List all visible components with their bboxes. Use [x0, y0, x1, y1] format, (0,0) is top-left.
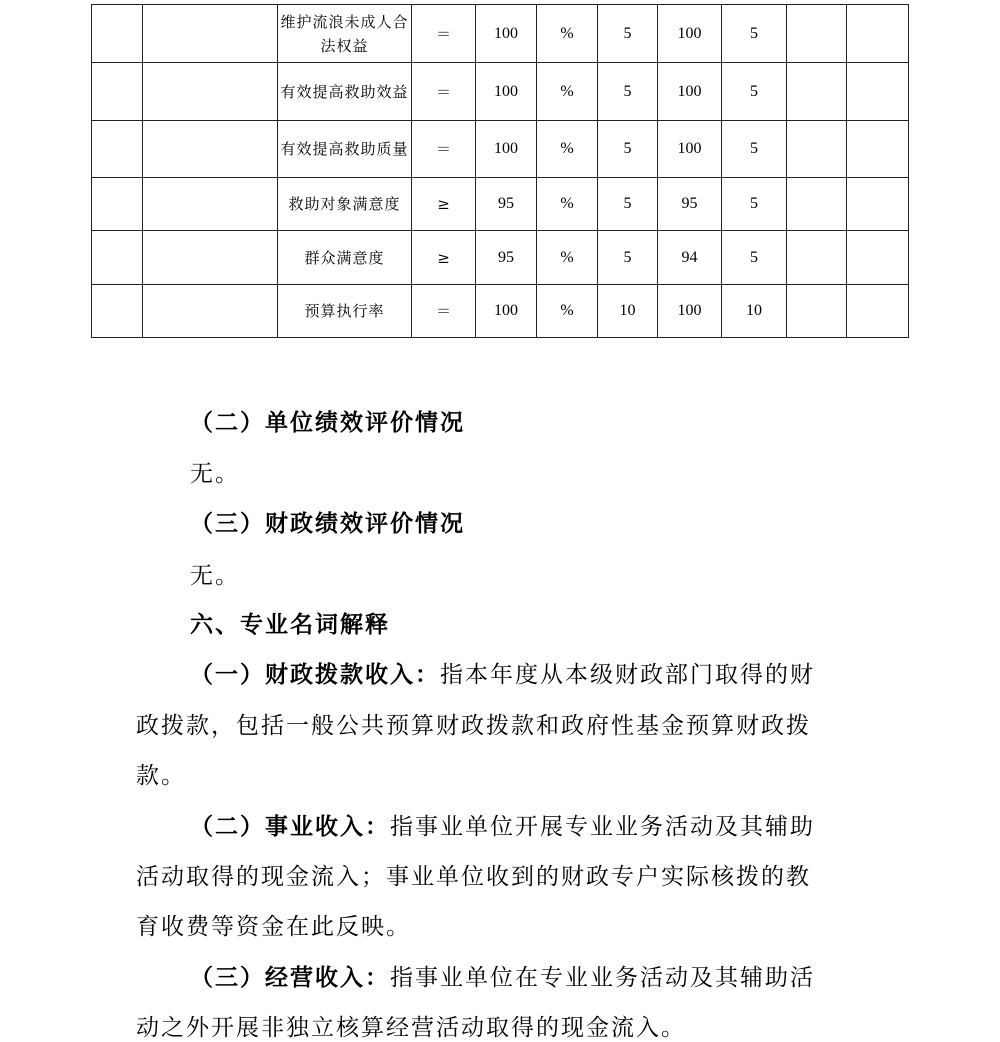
- table-row: [92, 178, 909, 231]
- weight: 5: [598, 121, 658, 178]
- col-remark: [847, 285, 909, 338]
- col-level2: [143, 63, 278, 121]
- indicator-name: 救助对象满意度: [278, 178, 412, 231]
- table-row: [92, 285, 909, 338]
- term-1-text-1: 指本年度从本级财政部门取得的财: [440, 662, 815, 688]
- term-1-title: （一）财政拨款收入：: [190, 661, 440, 688]
- weight: 5: [598, 5, 658, 63]
- actual-value: 100: [658, 63, 722, 121]
- score: 5: [722, 63, 787, 121]
- table-row: [92, 231, 909, 285]
- score: 5: [722, 231, 787, 285]
- actual-value: 94: [658, 231, 722, 285]
- actual-value: 100: [658, 121, 722, 178]
- term-3-line-1: [190, 959, 815, 992]
- term-2-line-2: 活动取得的现金流入；事业单位收到的财政专户实际核拨的教: [136, 864, 811, 890]
- operator: ≥: [412, 231, 476, 285]
- unit: %: [537, 121, 598, 178]
- term-2-line-1: [190, 808, 815, 841]
- actual-value: 100: [658, 285, 722, 338]
- operator: ＝: [412, 285, 476, 338]
- target-value: 100: [476, 285, 537, 338]
- target-value: 100: [476, 63, 537, 121]
- indicator-name: 群众满意度: [278, 231, 412, 285]
- weight: 10: [598, 285, 658, 338]
- col-reason: [787, 231, 847, 285]
- col-level2: [143, 121, 278, 178]
- unit: %: [537, 63, 598, 121]
- section-3-heading: （三）财政绩效评价情况: [190, 510, 465, 537]
- term-3-text-1: 指事业单位在专业业务活动及其辅助活: [390, 965, 815, 991]
- operator: ＝: [412, 5, 476, 63]
- term-1-line-3: 款。: [136, 763, 186, 789]
- score: 10: [722, 285, 787, 338]
- col-remark: [847, 5, 909, 63]
- indicator-name: 维护流浪未成人合法权益: [278, 5, 412, 63]
- indicator-name: 有效提高救助效益: [278, 63, 412, 121]
- table-row: [92, 121, 909, 178]
- term-3-line-2: 动之外开展非独立核算经营活动取得的现金流入。: [136, 1015, 686, 1041]
- col-level1: [92, 5, 143, 63]
- term-2-text-1: 指事业单位开展专业业务活动及其辅助: [390, 814, 815, 840]
- performance-table: [91, 4, 909, 338]
- indicator-name: 有效提高救助质量: [278, 121, 412, 178]
- col-remark: [847, 178, 909, 231]
- col-level1: [92, 231, 143, 285]
- table-row: [92, 63, 909, 121]
- col-level2: [143, 5, 278, 63]
- col-remark: [847, 121, 909, 178]
- target-value: 100: [476, 5, 537, 63]
- section-6-heading: 六、专业名词解释: [190, 611, 390, 638]
- weight: 5: [598, 178, 658, 231]
- col-reason: [787, 121, 847, 178]
- unit: %: [537, 231, 598, 285]
- col-level1: [92, 178, 143, 231]
- term-2-line-3: 育收费等资金在此反映。: [136, 914, 411, 940]
- operator: ＝: [412, 63, 476, 121]
- actual-value: 100: [658, 5, 722, 63]
- operator: ＝: [412, 121, 476, 178]
- col-remark: [847, 231, 909, 285]
- unit: %: [537, 5, 598, 63]
- unit: %: [537, 178, 598, 231]
- score: 5: [722, 178, 787, 231]
- col-level1: [92, 63, 143, 121]
- actual-value: 95: [658, 178, 722, 231]
- col-reason: [787, 178, 847, 231]
- target-value: 95: [476, 231, 537, 285]
- term-1-line-1: [190, 656, 874, 689]
- term-2-title: （二）事业收入：: [190, 813, 390, 840]
- section-2-body: 无。: [190, 461, 240, 487]
- indicator-name: 预算执行率: [278, 285, 412, 338]
- col-level2: [143, 178, 278, 231]
- term-3-title: （三）经营收入：: [190, 964, 390, 991]
- term-1-line-2: 政拨款，包括一般公共预算财政拨款和政府性基金预算财政拨: [136, 713, 811, 739]
- col-level1: [92, 121, 143, 178]
- section-3-body: 无。: [190, 563, 240, 589]
- col-reason: [787, 63, 847, 121]
- col-remark: [847, 63, 909, 121]
- weight: 5: [598, 231, 658, 285]
- col-level2: [143, 231, 278, 285]
- col-level1: [92, 285, 143, 338]
- weight: 5: [598, 63, 658, 121]
- col-level2: [143, 285, 278, 338]
- unit: %: [537, 285, 598, 338]
- operator: ≥: [412, 178, 476, 231]
- table-row: [92, 5, 909, 63]
- section-2-heading: （二）单位绩效评价情况: [190, 409, 465, 436]
- score: 5: [722, 5, 787, 63]
- target-value: 95: [476, 178, 537, 231]
- col-reason: [787, 5, 847, 63]
- target-value: 100: [476, 121, 537, 178]
- score: 5: [722, 121, 787, 178]
- col-reason: [787, 285, 847, 338]
